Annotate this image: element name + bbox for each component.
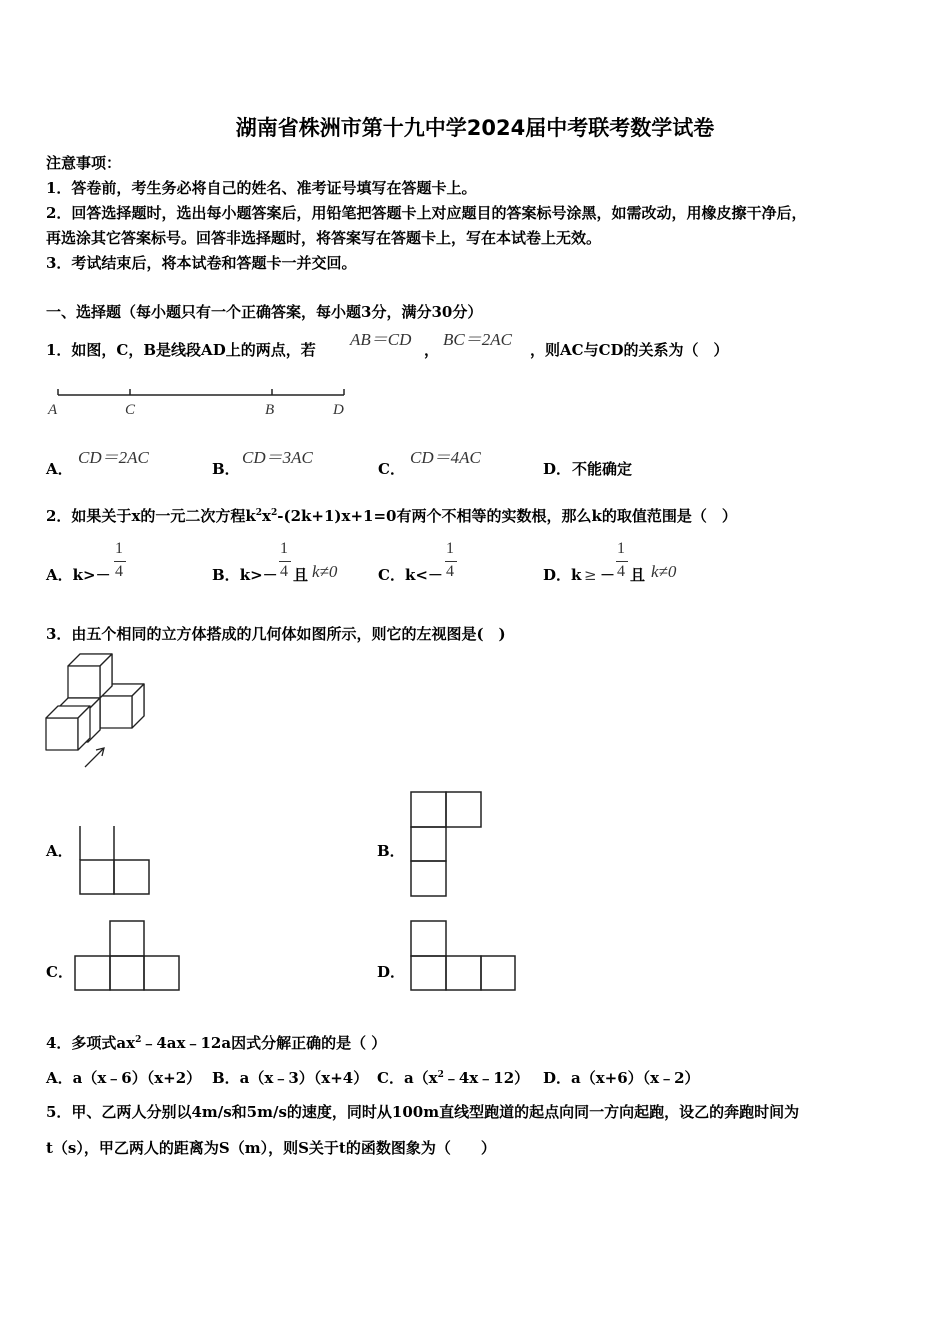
notice-item-1: 1．答卷前，考生务必将自己的姓名、准考证号填写在答题卡上。 [46,179,477,197]
q4-option-c[interactable]: C．$a(x^2﹣4x﹣12)$ [377,1069,530,1087]
question-2-text: 2．如果关于x的一元二次方程$k^2x^2-(2k+1)x+1=0$有两个不相等的实数根，那么k的取值范围是（ ） [46,507,737,525]
notice-item-2-line-1: 2．回答选择题时，选出每小题答案后，用铅笔把答题卡上对应题目的答案标号涂黑，如需改动，用橡皮擦干净后， [46,204,807,222]
q2-option-d-conj: 且 [630,566,646,584]
q1-condition-1: AB＝CD [350,330,412,349]
page-title: 湖南省株洲市第十九中学2024届中考联考数学试卷 [235,116,715,140]
q1-option-d-text: 不能确定 [572,460,633,478]
q4-option-d[interactable]: D．a（x+6）（x﹣2） [543,1069,700,1087]
q4-option-a[interactable]: A．a（x﹣6）（x+2） [46,1069,202,1087]
point-label-b: B [265,402,275,418]
q1-option-d-label[interactable]: D． [543,460,572,478]
question-5-line-1: 5．甲、乙两人分别以4m/s和5m/s的速度，同时从100m直线型跑道的起点向同一方向起跑，设乙的奔跑时间为 [46,1103,800,1121]
q2-option-d-geq: ≥ [584,566,597,584]
q1-condition-2: BC＝2AC [443,330,512,349]
q3-option-d-figure [0,0,1,1]
q1-option-c-math: CD＝4AC [410,448,481,467]
q1-option-a-math: CD＝2AC [78,448,149,467]
q3-option-c-label[interactable]: C． [46,963,73,981]
question-1-text: 1．如图，C，B是线段AD上的两点，若 [46,341,316,359]
question-4-text: 4．多项式$ax^2﹣4ax﹣12a$因式分解正确的是（ ） [46,1034,387,1052]
notice-item-3: 3．考试结束后，将本试卷和答题卡一并交回。 [46,254,357,272]
q2-option-b[interactable]: B．k>－ [212,566,278,584]
question-3-text: 3．由五个相同的立方体搭成的几何体如图所示，则它的左视图是( ) [46,625,506,643]
point-label-d: D [333,402,344,418]
q2-option-a[interactable]: A．k>－ [46,566,111,584]
q3-option-a-label[interactable]: A． [46,842,73,860]
section-heading: 一、选择题（每小题只有一个正确答案，每小题3分，满分30分） [46,303,483,321]
question-5-line-2: t（s），甲乙两人的距离为S（m），则S关于t的函数图象为（ ） [46,1139,496,1157]
q4-option-b[interactable]: B．a（x﹣3）（x+4） [212,1069,369,1087]
q1-option-c-label[interactable]: C． [378,460,405,478]
q2-option-d-minus: － [600,566,616,584]
q2-option-c[interactable]: C．k<－ [378,566,443,584]
q2-option-b-conj: 且 [293,566,309,584]
point-label-c: C [125,402,136,418]
q3-option-d-label[interactable]: D． [377,963,406,981]
notice-item-2-line-2: 再选涂其它答案标号。回答非选择题时，将答案写在答题卡上，写在本试卷上无效。 [46,229,602,247]
q1-comma: ， [424,341,440,359]
q2-option-b-math: k≠0 [312,562,338,581]
notice-heading: 注意事项： [46,154,122,172]
point-label-a: A [48,402,58,418]
question-1-text-end: ，则AC与CD的关系为（ ） [530,341,729,359]
q2-option-d[interactable]: D．k [543,566,582,584]
q1-option-a-label[interactable]: A． [46,460,73,478]
q1-option-b-math: CD＝3AC [242,448,313,467]
q3-option-b-label[interactable]: B． [377,842,405,860]
q1-option-b-label[interactable]: B． [212,460,240,478]
q2-option-d-math: k≠0 [651,562,677,581]
